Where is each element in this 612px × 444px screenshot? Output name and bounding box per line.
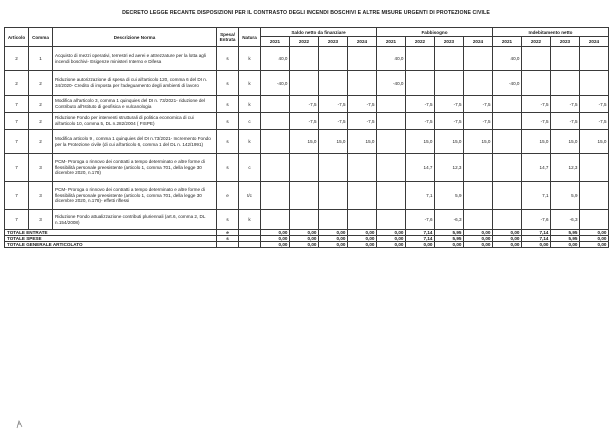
row-value-ind: -7,5 xyxy=(522,96,551,113)
row-value-fab xyxy=(377,154,406,182)
header-year-snf: 2023 xyxy=(319,37,348,47)
row-value-ind: -6,3 xyxy=(551,210,580,230)
total-row xyxy=(5,242,609,248)
total-value-fab: 5,95 xyxy=(435,230,464,236)
total-value-ind: 7,14 xyxy=(522,236,551,242)
total-label: TOTALE ENTRATE xyxy=(5,230,217,236)
row-value-snf: 40,0 xyxy=(261,47,290,71)
row-value-ind xyxy=(580,182,609,210)
total-label: TOTALE GENERALE ARTICOLATO xyxy=(5,242,217,248)
row-value-snf: 15,0 xyxy=(319,130,348,154)
total-value-snf: 0,00 xyxy=(261,230,290,236)
row-value-fab: -7,5 xyxy=(464,113,493,130)
row-value-ind xyxy=(580,71,609,96)
table-row xyxy=(5,210,609,230)
total-value-fab: 0,00 xyxy=(377,236,406,242)
header-comma: Comma xyxy=(29,28,53,47)
row-spesa-entrata: s xyxy=(217,154,239,182)
row-value-fab: -6,3 xyxy=(435,210,464,230)
row-value-snf xyxy=(261,113,290,130)
total-value-fab: 0,00 xyxy=(464,230,493,236)
row-value-ind xyxy=(493,210,522,230)
total-value-ind: 0,00 xyxy=(522,242,551,248)
row-value-fab: -7,5 xyxy=(435,113,464,130)
table-row xyxy=(5,47,609,71)
row-value-ind xyxy=(551,71,580,96)
row-value-fab: 15,0 xyxy=(464,130,493,154)
row-spesa-entrata: s xyxy=(217,71,239,96)
row-value-fab: -7,5 xyxy=(406,113,435,130)
row-value-ind: -7,5 xyxy=(522,113,551,130)
row-value-ind: 15,0 xyxy=(580,130,609,154)
row-value-ind: -40,0 xyxy=(493,71,522,96)
row-comma: 2 xyxy=(29,71,53,96)
row-value-fab: -7,5 xyxy=(464,96,493,113)
total-natura xyxy=(239,242,261,248)
row-value-ind: -7,5 xyxy=(580,96,609,113)
total-value-fab: 0,00 xyxy=(377,230,406,236)
header-year-ind: 2021 xyxy=(493,37,522,47)
row-value-ind: -7,6 xyxy=(522,210,551,230)
row-articolo: 7 xyxy=(5,96,29,113)
header-year-ind: 2022 xyxy=(522,37,551,47)
header-year-fab: 2021 xyxy=(377,37,406,47)
total-value-snf: 0,00 xyxy=(319,236,348,242)
row-comma: 2 xyxy=(29,113,53,130)
row-natura: t/c xyxy=(239,182,261,210)
row-value-snf xyxy=(319,71,348,96)
row-value-snf: -40,0 xyxy=(261,71,290,96)
total-label: TOTALE SPESE xyxy=(5,236,217,242)
row-description: PCM- Proroga o rinnovo dei contratti a tempo determinato e altre forme di flessibilità personale preesistente (articolo 1, comma 701, della legge 30 dicembre 2020, n.178) xyxy=(53,154,217,182)
row-articolo: 2 xyxy=(5,47,29,71)
table-row xyxy=(5,130,609,154)
row-value-fab: 5,9 xyxy=(435,182,464,210)
row-value-snf xyxy=(348,182,377,210)
header-year-fab: 2023 xyxy=(435,37,464,47)
row-value-snf: -7,5 xyxy=(319,113,348,130)
total-value-fab: 0,00 xyxy=(377,242,406,248)
header-year-snf: 2022 xyxy=(290,37,319,47)
row-value-fab: 7,1 xyxy=(406,182,435,210)
row-value-snf xyxy=(261,210,290,230)
row-value-snf: -7,5 xyxy=(290,96,319,113)
row-value-fab xyxy=(464,154,493,182)
row-comma: 3 xyxy=(29,182,53,210)
total-value-fab: 0,00 xyxy=(464,242,493,248)
header-group-saldo-netto: Saldo netto da finanziare xyxy=(261,28,377,37)
row-natura: k xyxy=(239,47,261,71)
total-value-ind: 5,95 xyxy=(551,236,580,242)
row-description: Modifica all'articolo 3, comma 1 quinquies del DI n. 73/2021- riduzione del Contributo all'Istituto di geofisica e vulcanologia xyxy=(53,96,217,113)
row-value-snf xyxy=(348,47,377,71)
row-comma: 3 xyxy=(29,154,53,182)
row-value-fab: -40,0 xyxy=(377,71,406,96)
row-description: Acquisto di mezzi operativi, terrestri ed aerei e attrezzature per la lotta agli incendi boschivi- Esigenze ministeri Interno e Difesa xyxy=(53,47,217,71)
row-value-snf xyxy=(348,71,377,96)
header-descrizione: Descrizione Norma xyxy=(53,28,217,47)
row-value-fab xyxy=(377,113,406,130)
row-value-snf xyxy=(319,210,348,230)
row-value-snf: -7,5 xyxy=(319,96,348,113)
row-description: PCM- Proroga o rinnovo dei contratti a tempo determinato e altre forme di flessibilità personale preesistente (articolo 1, comma 701, della legge 30 dicembre 2020, n.178)- effetti riflessi xyxy=(53,182,217,210)
total-value-ind: 0,00 xyxy=(580,230,609,236)
header-group-indebitamento: Indebitamento netto xyxy=(493,28,609,37)
header-year-snf: 2021 xyxy=(261,37,290,47)
financial-effects-table xyxy=(4,27,609,248)
row-natura: c xyxy=(239,154,261,182)
row-value-ind: -7,5 xyxy=(551,96,580,113)
row-value-ind xyxy=(493,96,522,113)
row-value-fab xyxy=(377,96,406,113)
handwritten-mark xyxy=(15,418,25,430)
row-value-ind xyxy=(580,154,609,182)
total-spesa-entrata: e xyxy=(217,230,239,236)
total-value-ind: 0,00 xyxy=(580,236,609,242)
header-articolo: Articolo xyxy=(5,28,29,47)
total-value-fab: 0,00 xyxy=(435,242,464,248)
row-value-fab xyxy=(464,210,493,230)
row-value-snf xyxy=(319,154,348,182)
header-spesa-entrata: Spesa/ Entrata xyxy=(217,28,239,47)
row-natura: c xyxy=(239,113,261,130)
row-value-fab xyxy=(377,210,406,230)
row-description: Modifica articolo 9 , comma 1 quinquies del DI n.73/2021- Incremento Fondo per la Protezione civile (di cui all'articolo 6, comma 1 del DL n. 142/1991) xyxy=(53,130,217,154)
row-value-fab xyxy=(435,71,464,96)
row-value-ind xyxy=(522,47,551,71)
row-value-snf xyxy=(290,182,319,210)
row-articolo: 7 xyxy=(5,154,29,182)
row-value-ind xyxy=(580,47,609,71)
row-articolo: 7 xyxy=(5,130,29,154)
row-description: Riduzione Fondo per interventi strutturali di politica economica di cui all'articolo 10, comma 5, DL n.282/2004 ( FISPE) xyxy=(53,113,217,130)
row-value-ind: 40,0 xyxy=(493,47,522,71)
header-year-snf: 2024 xyxy=(348,37,377,47)
row-value-fab: 14,7 xyxy=(406,154,435,182)
row-value-ind xyxy=(522,71,551,96)
row-value-ind xyxy=(580,210,609,230)
total-value-snf: 0,00 xyxy=(348,230,377,236)
row-articolo: 7 xyxy=(5,210,29,230)
row-value-fab xyxy=(377,182,406,210)
row-value-snf xyxy=(348,210,377,230)
table-row xyxy=(5,182,609,210)
row-value-snf xyxy=(348,154,377,182)
header-year-fab: 2022 xyxy=(406,37,435,47)
row-value-snf: 15,0 xyxy=(348,130,377,154)
total-value-ind: 7,14 xyxy=(522,230,551,236)
row-natura: k xyxy=(239,71,261,96)
row-comma: 1 xyxy=(29,47,53,71)
row-value-snf xyxy=(261,96,290,113)
header-year-ind: 2023 xyxy=(551,37,580,47)
row-value-snf xyxy=(319,182,348,210)
table-row xyxy=(5,71,609,96)
row-value-snf xyxy=(290,210,319,230)
total-value-ind: 0,00 xyxy=(493,230,522,236)
row-value-fab xyxy=(435,47,464,71)
total-spesa-entrata xyxy=(217,242,239,248)
row-spesa-entrata: s xyxy=(217,47,239,71)
row-value-snf xyxy=(261,182,290,210)
row-articolo: 7 xyxy=(5,182,29,210)
row-value-fab xyxy=(464,182,493,210)
row-comma: 3 xyxy=(29,210,53,230)
row-value-snf: 15,0 xyxy=(290,130,319,154)
total-value-fab: 5,95 xyxy=(435,236,464,242)
row-value-fab: 15,0 xyxy=(406,130,435,154)
row-value-fab xyxy=(464,47,493,71)
row-value-fab xyxy=(406,47,435,71)
row-value-snf: -7,5 xyxy=(290,113,319,130)
row-value-snf: -7,5 xyxy=(348,96,377,113)
table-row xyxy=(5,154,609,182)
row-natura: k xyxy=(239,96,261,113)
row-value-ind xyxy=(551,47,580,71)
row-value-fab xyxy=(406,71,435,96)
document-title: DECRETO LEGGE RECANTE DISPOSIZIONI PER IL CONTRASTO DEGLI INCENDI BOSCHIVI E ALTRE MISURE URGENTI DI PROTEZIONE CIVILE xyxy=(122,10,490,16)
total-value-ind: 5,95 xyxy=(551,230,580,236)
row-value-ind: 15,0 xyxy=(551,130,580,154)
row-value-ind: 14,7 xyxy=(522,154,551,182)
row-description: Riduzione Fondo attualizzazione contributi pluriennali (art.6, comma 2, DL n.154/2008) xyxy=(53,210,217,230)
total-value-fab: 7,14 xyxy=(406,236,435,242)
row-value-fab: 12,3 xyxy=(435,154,464,182)
row-spesa-entrata: s xyxy=(217,96,239,113)
row-value-snf xyxy=(319,47,348,71)
row-value-ind: -7,5 xyxy=(551,113,580,130)
row-spesa-entrata: s xyxy=(217,210,239,230)
total-value-snf: 0,00 xyxy=(319,242,348,248)
row-value-ind: 15,0 xyxy=(522,130,551,154)
row-value-fab xyxy=(464,71,493,96)
row-value-ind xyxy=(493,130,522,154)
row-value-snf xyxy=(290,47,319,71)
header-row-groups xyxy=(5,28,609,37)
row-value-fab: -7,5 xyxy=(406,96,435,113)
row-value-ind: 7,1 xyxy=(522,182,551,210)
row-value-fab: -7,5 xyxy=(435,96,464,113)
total-value-fab: 0,00 xyxy=(406,242,435,248)
total-spesa-entrata: s xyxy=(217,236,239,242)
row-value-snf xyxy=(290,71,319,96)
row-spesa-entrata: e xyxy=(217,182,239,210)
row-value-ind: 5,9 xyxy=(551,182,580,210)
row-value-ind: -7,5 xyxy=(580,113,609,130)
total-value-snf: 0,00 xyxy=(319,230,348,236)
row-value-fab: -7,6 xyxy=(406,210,435,230)
row-description: Riduzione autorizzazione di spesa di cui all'articolo 120, comma 6 del DI n. 34/2020- Credito di imposta per l'adeguamento degli ambienti di lavoro xyxy=(53,71,217,96)
total-value-snf: 0,00 xyxy=(348,236,377,242)
row-natura: k xyxy=(239,210,261,230)
row-value-ind xyxy=(493,113,522,130)
row-value-snf xyxy=(290,154,319,182)
row-value-snf xyxy=(261,130,290,154)
total-value-fab: 7,14 xyxy=(406,230,435,236)
total-value-snf: 0,00 xyxy=(261,242,290,248)
total-value-snf: 0,00 xyxy=(348,242,377,248)
total-value-ind: 0,00 xyxy=(493,242,522,248)
total-value-snf: 0,00 xyxy=(290,230,319,236)
row-value-snf: -7,5 xyxy=(348,113,377,130)
row-value-fab xyxy=(377,130,406,154)
row-value-ind xyxy=(493,182,522,210)
row-comma: 2 xyxy=(29,96,53,113)
total-value-fab: 0,00 xyxy=(464,236,493,242)
row-comma: 2 xyxy=(29,130,53,154)
total-value-ind: 0,00 xyxy=(551,242,580,248)
row-spesa-entrata: s xyxy=(217,130,239,154)
row-value-fab: 15,0 xyxy=(435,130,464,154)
total-value-snf: 0,00 xyxy=(290,242,319,248)
row-value-snf xyxy=(261,154,290,182)
table-row xyxy=(5,113,609,130)
header-year-ind: 2024 xyxy=(580,37,609,47)
total-value-snf: 0,00 xyxy=(261,236,290,242)
row-spesa-entrata: s xyxy=(217,113,239,130)
row-value-fab: 40,0 xyxy=(377,47,406,71)
row-articolo: 7 xyxy=(5,113,29,130)
total-value-ind: 0,00 xyxy=(580,242,609,248)
row-articolo: 2 xyxy=(5,71,29,96)
header-natura: Natura xyxy=(239,28,261,47)
table-row xyxy=(5,96,609,113)
row-value-ind: 12,3 xyxy=(551,154,580,182)
row-value-ind xyxy=(493,154,522,182)
total-value-snf: 0,00 xyxy=(290,236,319,242)
row-natura: k xyxy=(239,130,261,154)
header-year-fab: 2024 xyxy=(464,37,493,47)
header-group-fabbisogno: Fabbisogno xyxy=(377,28,493,37)
total-value-ind: 0,00 xyxy=(493,236,522,242)
